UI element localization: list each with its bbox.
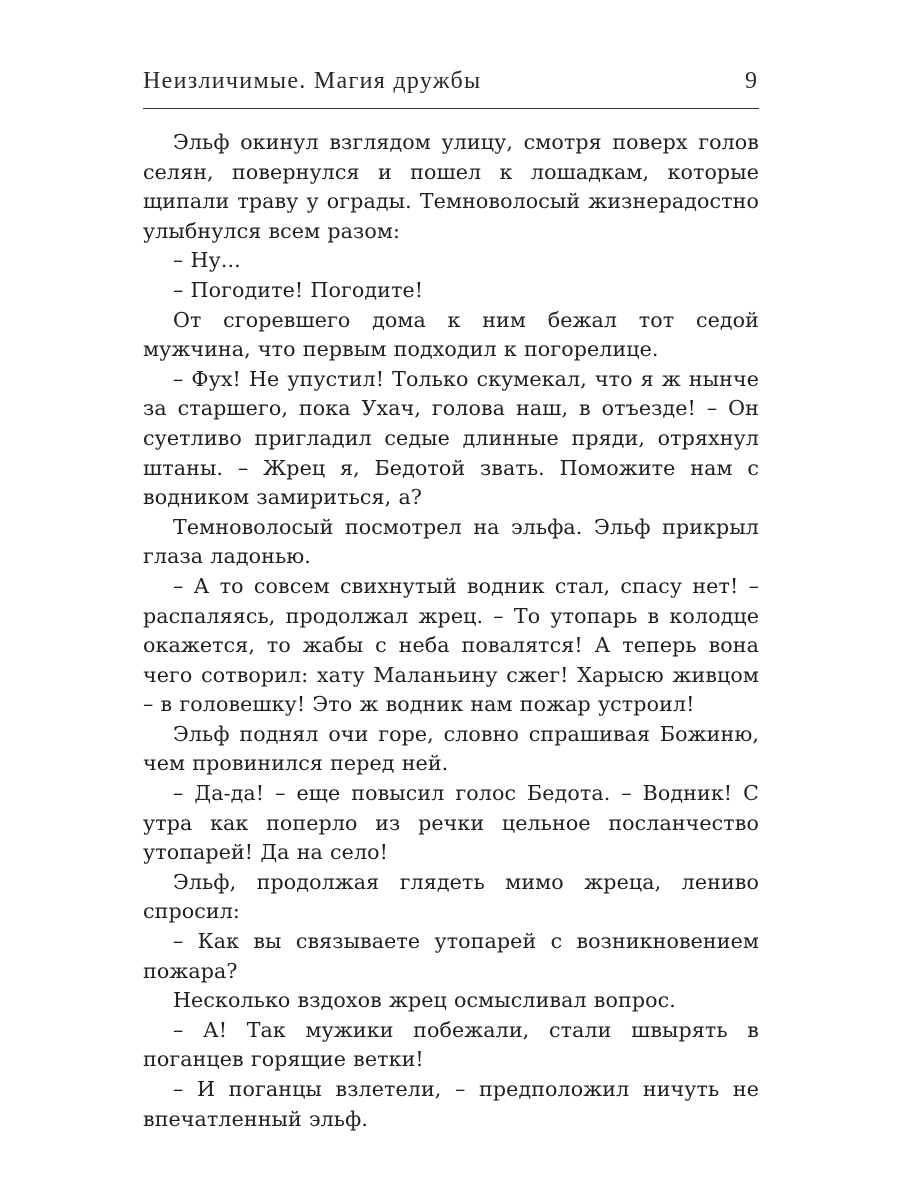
paragraph: – А! Так мужики побежали, стали швырять в поганцев горящие ветки!: [143, 1017, 759, 1072]
paragraph: Эльф окинул взглядом улицу, смотря поверх голов селян, повернулся и пошел к лошадкам, которые щипали траву у ограды. Темноволосый жизнерадостно улыбнулся всем разом:: [143, 130, 759, 243]
paragraph: Несколько вздохов жрец осмысливал вопрос.: [173, 988, 676, 1013]
paragraph: – А то совсем свихнутый водник стал, спасу нет! – распаляясь, продолжал жрец. – То утопарь в колодце окажется, то жабы с неба повалятся! А теперь вона чего сотворил: хату Маланьину сжег! Харысю живцом – в головешку! Это ж водник нам пожар устроил!: [143, 573, 759, 717]
paragraph: – Да-да! – еще повысил голос Бедота. – Водник! С утра как поперло из речки цельное посланчество утопарей! Да на село!: [143, 781, 759, 865]
paragraph: Эльф, продолжая глядеть мимо жреца, лениво спросил:: [143, 869, 759, 924]
running-title: Неизличимые. Магия дружбы: [143, 68, 482, 94]
running-header: [143, 64, 759, 109]
paragraph: – Погодите! Погодите!: [173, 277, 424, 302]
paragraph: От сгоревшего дома к ним бежал тот седой мужчина, что первым подходил к погорелице.: [143, 307, 759, 362]
paragraph: – И поганцы взлетели, – предположил ничуть не впечатленный эльф.: [143, 1077, 759, 1131]
paragraph: – Фух! Не упустил! Только скумекал, что я ж нынче за старшего, пока Ухач, голова наш, в отъезде! – Он суетливо пригладил седые длинные пряди, отряхнул штаны. – Жрец я, Бедотой звать. Поможите нам с водником замириться, а?: [143, 366, 759, 510]
paragraph: – Как вы связываете утопарей с возникновением пожара?: [143, 929, 759, 983]
paragraph: Эльф поднял очи горе, словно спрашивая Божиню, чем провинился перед ней.: [143, 721, 759, 776]
page-number: 9: [745, 68, 757, 94]
paragraph: – Ну...: [173, 248, 241, 273]
paragraph: Темноволосый посмотрел на эльфа. Эльф прикрыл глаза ладонью.: [143, 514, 759, 569]
body-text: [143, 128, 759, 1134]
